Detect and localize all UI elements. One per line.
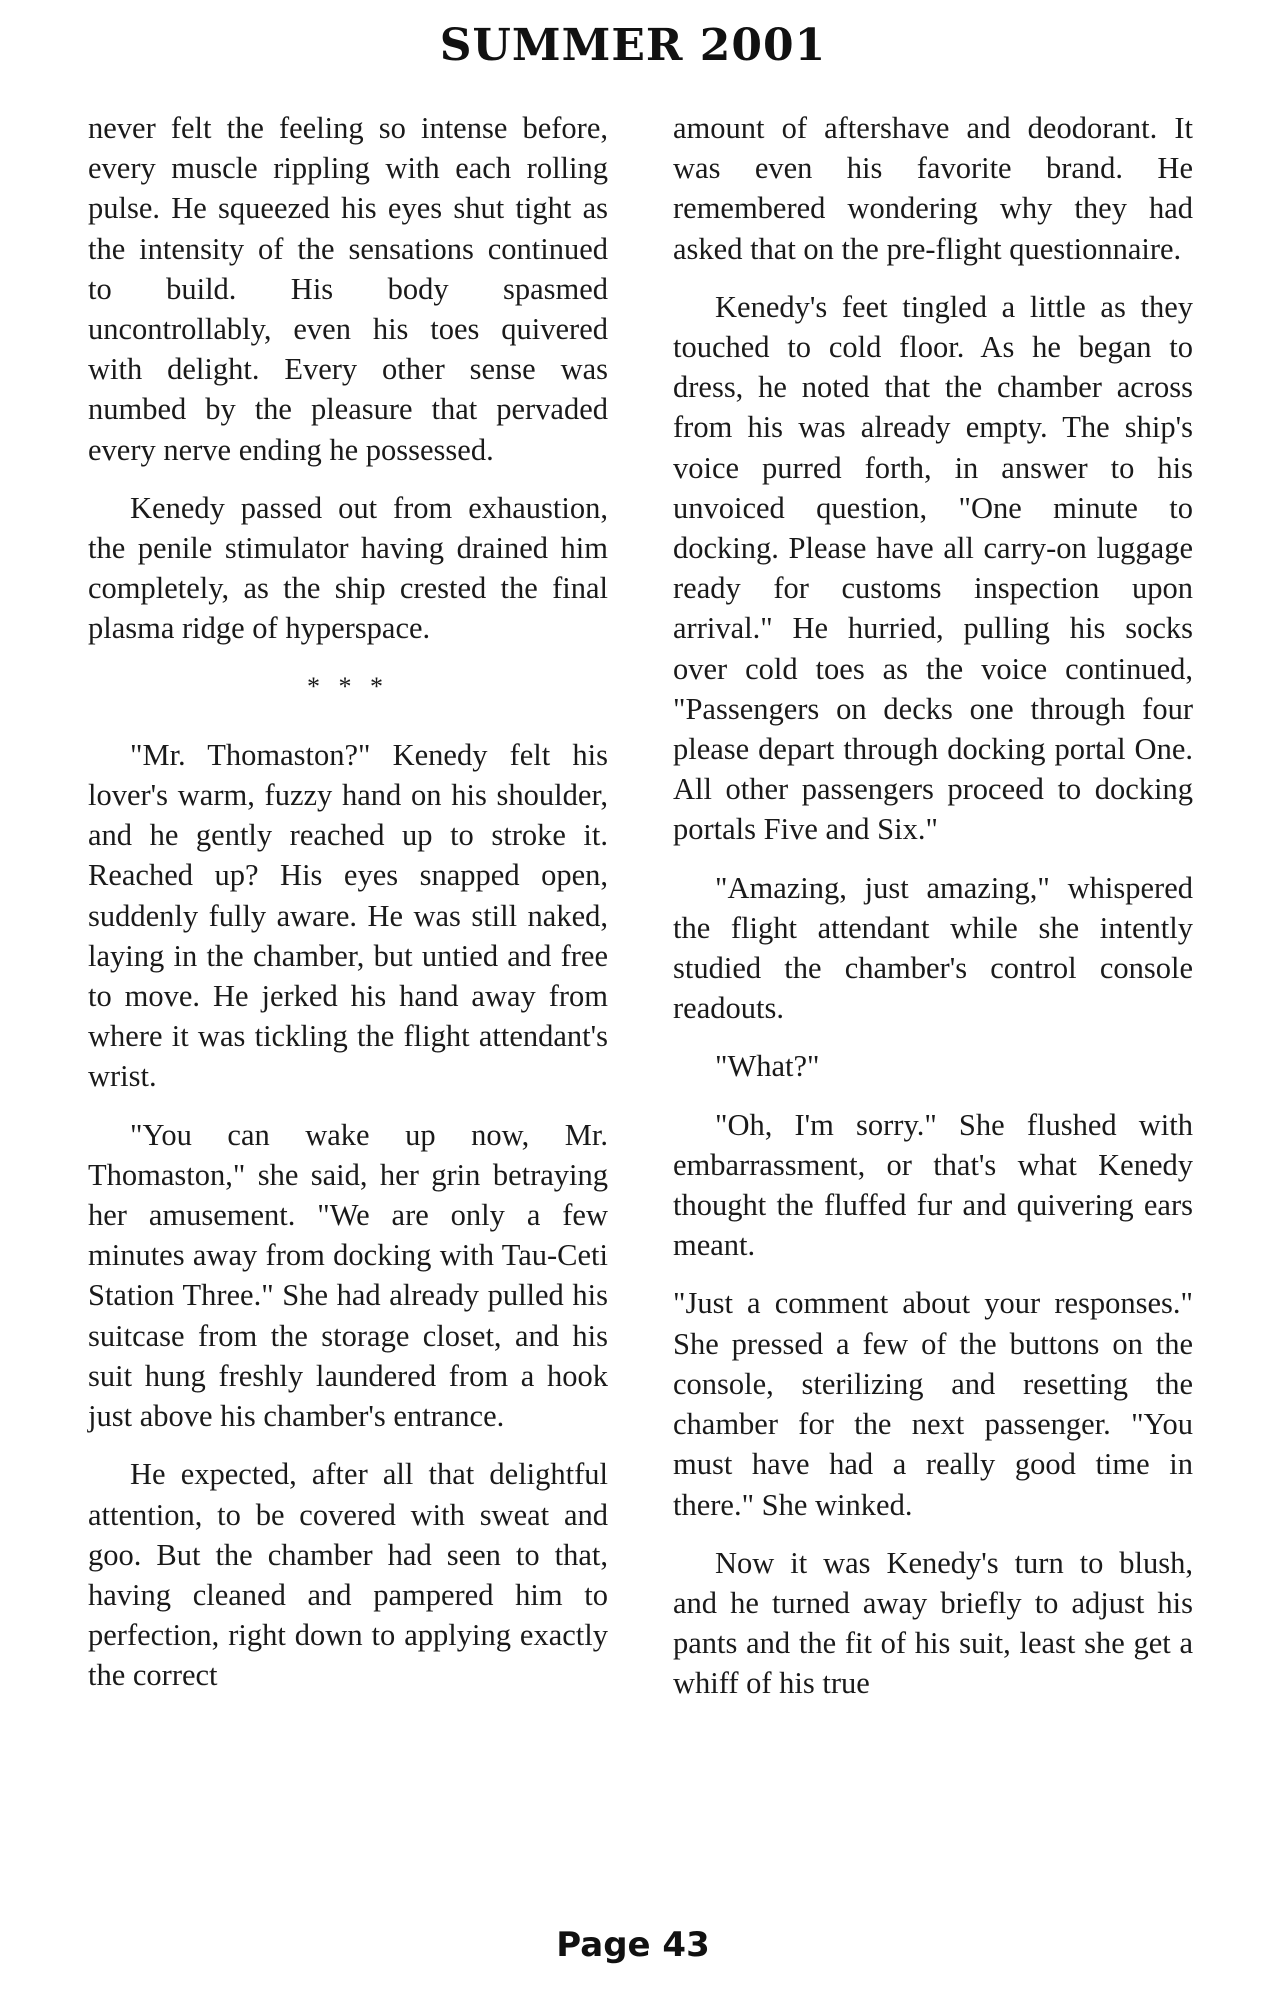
paragraph: "Mr. Thomaston?" Kenedy felt his lover's warm, fuzzy hand on his shoulder, and he gently reached up to stroke it. Reached up? His eyes snapped open, suddenly fully aware. He was still naked, laying in the chamber, but untied and free to move. He jerked his hand away from where it was tickling the flight attendant's wrist. xyxy=(88,737,608,1094)
paragraph: Kenedy's feet tingled a little as they touched to cold floor. As he began to dress, he noted that the chamber across from his was already empty. The ship's voice purred forth, in answer to his unvoiced question, "One minute to docking. Please have all carry-on luggage ready for customs inspection upon arrival." He hurried, pulling his socks over cold toes as the voice continued, "Passengers on decks one through four please depart through docking portal One. All other passengers proceed to docking portals Five and Six." xyxy=(673,289,1193,847)
paragraph: He expected, after all that delightful attention, to be covered with sweat and goo. But the chamber had seen to that, having cleaned and pampered him to perfection, right down to applying exactly the correct xyxy=(88,1457,608,1693)
paragraph: amount of aftershave and deodorant. It was even his favorite brand. He remembered wondering why they had asked that on the pre-flight questionnaire. xyxy=(673,111,1193,266)
paragraph: "You can wake up now, Mr. Thomaston," she said, her grin betraying her amusement. "We are only a few minutes away from docking with Tau-Ceti Station Three." She had already pulled his suitcase from the storage closet, and his suit hung freshly laundered from a hook just above his chamber's entrance. xyxy=(88,1117,608,1434)
paragraph: "What?" xyxy=(715,1049,820,1084)
page-number: Page 43 xyxy=(556,1925,710,1965)
left-text-column xyxy=(88,108,608,1714)
right-text-column xyxy=(673,108,1193,1722)
section-separator: * * * xyxy=(307,671,389,701)
paragraph: never felt the feeling so intense before, every muscle rippling with each rolling pulse. He squeezed his eyes shut tight as the intensity of the sensations continued to build. His body spasmed uncontrollably, even his toes quivered with delight. Every other sense was numbed by the pleasure that pervaded every nerve ending he possessed. xyxy=(88,111,608,467)
paragraph: Kenedy passed out from exhaustion, the penile stimulator having drained him completely, as the ship crested the final plasma ridge of hyperspace. xyxy=(88,490,608,646)
page-header-title: SUMMER 2001 xyxy=(439,20,827,71)
paragraph: "Oh, I'm sorry." She flushed with embarrassment, or that's what Kenedy thought the fluffed fur and quivering ears meant. xyxy=(673,1107,1193,1263)
paragraph: Now it was Kenedy's turn to blush, and he turned away briefly to adjust his pants and the fit of his suit, least she get a whiff of his true xyxy=(673,1545,1193,1701)
paragraph: "Amazing, just amazing," whispered the flight attendant while she intently studied the chamber's control console readouts. xyxy=(673,870,1193,1026)
paragraph: "Just a comment about your responses." She pressed a few of the buttons on the console, sterilizing and resetting the chamber for the next passenger. "You must have had a really good time in there." She winked. xyxy=(673,1286,1193,1522)
